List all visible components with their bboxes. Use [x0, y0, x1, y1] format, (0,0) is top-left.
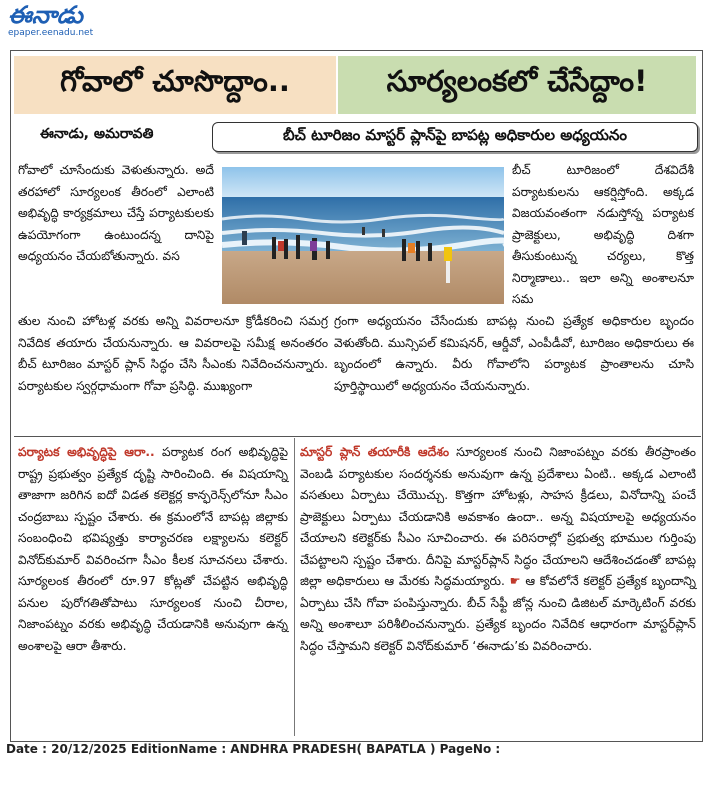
eenadu-logo [8, 2, 128, 44]
body-wide-right: గ్రంగా అధ్యయనం చేసేందుకు బాపట్ల నుంచి ప్రత్యేక అధికారుల బృందం వెళుతోంది. మున్సిపల్ కమిషనర్, ఆర్డీవో, ఎంపీడీవో, టూరిజం అధికారులు ఈ బృందంలో ఉన్నారు. వీరు గోవాలోని పర్యాటక ప్రాంతాలను చూసి పూర్తిస్థాయిలో అధ్యయనం చేయనున్నారు. [334, 314, 694, 393]
logo-text: ఈనాడు [8, 0, 83, 29]
headline-right-panel [338, 56, 696, 114]
beach-photo-icon [222, 167, 504, 304]
epaper-url: epaper.eenadu.net [8, 28, 94, 38]
section-divider [14, 436, 701, 437]
subheadline: బీచ్ టూరిజం మాస్టర్ ప్లాన్‌పై బాపట్ల అధికారుల అధ్యయనం [282, 126, 628, 144]
pointing-hand-icon: ☛ [509, 574, 521, 588]
headline-left: గోవాలో చూసొద్దాం.. [60, 64, 290, 98]
section-left-text: పర్యాటక రంగ అభివృద్ధిపై రాష్ట్ర ప్రభుత్వం ప్రత్యేక దృష్టి సారించింది. ఈ విషయాన్ని తాజాగా జరిగిన ఐదో విడత కలెక్టర్ల కాన్ఫరెన్స్‌లోనూ సీఎం చంద్రబాబు స్పష్టం చేశారు. ఈ క్రమంలోనే బాపట్ల జిల్లాకు సంబంధించి భవిష్యత్తు కార్యాచరణ లక్ష్యాలను కలెక్టర్ వినోద్‌కుమార్ వివరించగా సీఎం కీలక సూచనలు చేశారు. సూర్యలంక తీరంలో రూ.97 కోట్లతో చేపట్టిన అభివృద్ధి పనుల పురోగతితోపాటు సూర్యలంక నుంచి చీరాల, నిజాంపట్నం వరకు అభివృద్ధి చేయడానికి అనువుగా ఉన్న అంశాలపై ఆరా తీశారు. [18, 445, 288, 653]
headline-right: సూర్యలంకలో చేసేద్దాం! [386, 64, 648, 98]
body-column-1: గోవాలో చూసేందుకు వెళుతున్నారు. అదే తరహాలో సూర్యలంక తీరంలో ఎలాంటి అభివృద్ధి కార్యక్రమాలు చేస్తే పర్యాటకులకు ఉపయోగంగా ఉంటుందన్న దానిపై అధ్యయనం చేయబోతున్నారు. వస [18, 163, 214, 263]
headline-left-panel [14, 56, 336, 114]
subheadline-box [212, 122, 698, 152]
section-left-subhead: పర్యాటక అభివృద్ధిపై ఆరా.. [18, 445, 155, 459]
body-column-2: బీచ్ టూరిజంలో దేశవిదేశీ పర్యాటకులను ఆకర్షిస్తోంది. అక్కడ విజయవంతంగా నడుస్తోన్న పర్యాటక ప్రాజెక్టులు, అభివృద్ధి దిశగా తీసుకుంటున్న చర్యలు, కొత్త నిర్మాణాలు.. ఇలా అన్ని అంశాలనూ సమ [512, 163, 694, 306]
section-left [18, 442, 288, 657]
dateline: ఈనాడు, అమరావతి [40, 126, 154, 142]
body-wide-left: తుల నుంచి హోటళ్ల వరకు అన్ని వివరాలనూ క్రోడీకరించి సమగ్ర నివేదిక తయారు చేయనున్నారు. ఆ వివరాలపై సమీక్ష అనంతరం బీచ్ టూరిజం మాస్టర్ ప్లాన్ సిద్ధం చేసి సీఎంకు నివేదించనున్నారు. పర్యాటకుల స్వర్గధామంగా గోవా ప్రసిద్ధి. ముఖ్యంగా [18, 314, 328, 393]
section-right-text-b: ఆ కోవలోనే కలెక్టర్ ప్రత్యేక బృందాన్ని ఏర్పాటు చేసి గోవా పంపిస్తున్నారు. బీచ్ సేఫ్టీ జోన్ల నుంచి డిజిటల్ మార్కెటింగ్ వరకు అన్ని అంశాలూ పరిశీలించనున్నారు. ప్రత్యేక బృందం నివేదిక ఆధారంగా మాస్టర్‌ప్లాన్ సిద్ధం చేస్తామని కలెక్టర్ వినోద్‌కుమార్ ‘ఈనాడు’కు వివరించారు. [300, 574, 697, 653]
section-right-text-a: సూర్యలంక నుంచి నిజాంపట్నం వరకు తీరప్రాంతం వెంబడి పర్యాటకుల సందర్శనకు అనువుగా ఉన్న ప్రదేశాలు ఏంటి.. అక్కడ ఎలాంటి వసతులు ఏర్పాటు చేయొచ్చు. కొత్తగా హోటళ్లు, సాహస క్రీడలు, వినోదాన్ని పంచే ప్రాజెక్టులు ఏర్పాటు చేయడానికి అవకాశం ఉందా.. అన్న విషయాలపై అధ్యయనం చేయాలని కలెక్టర్‌కు సీఎం సూచించారు. ఈ పరిసరాల్లో ప్రభుత్వ భూముల గుర్తింపు చేపట్టాలని స్పష్టం చేశారు. దీనిపై మాస్టర్‌ప్లాన్ సిద్ధం చేయాలని ఆదేశించడంతో బాపట్ల జిల్లా అధికారులు ఆ మేరకు సిద్ధమయ్యారు. [300, 445, 696, 588]
beach-photo [222, 167, 504, 304]
section-right [300, 442, 696, 657]
column-divider [294, 438, 295, 736]
section-right-subhead: మాస్టర్ ప్లాన్ తయారీకి ఆదేశం [300, 445, 450, 459]
edition-footer: Date : 20/12/2025 EditionName : ANDHRA PRADESH( BAPATLA ) PageNo : [6, 742, 501, 756]
